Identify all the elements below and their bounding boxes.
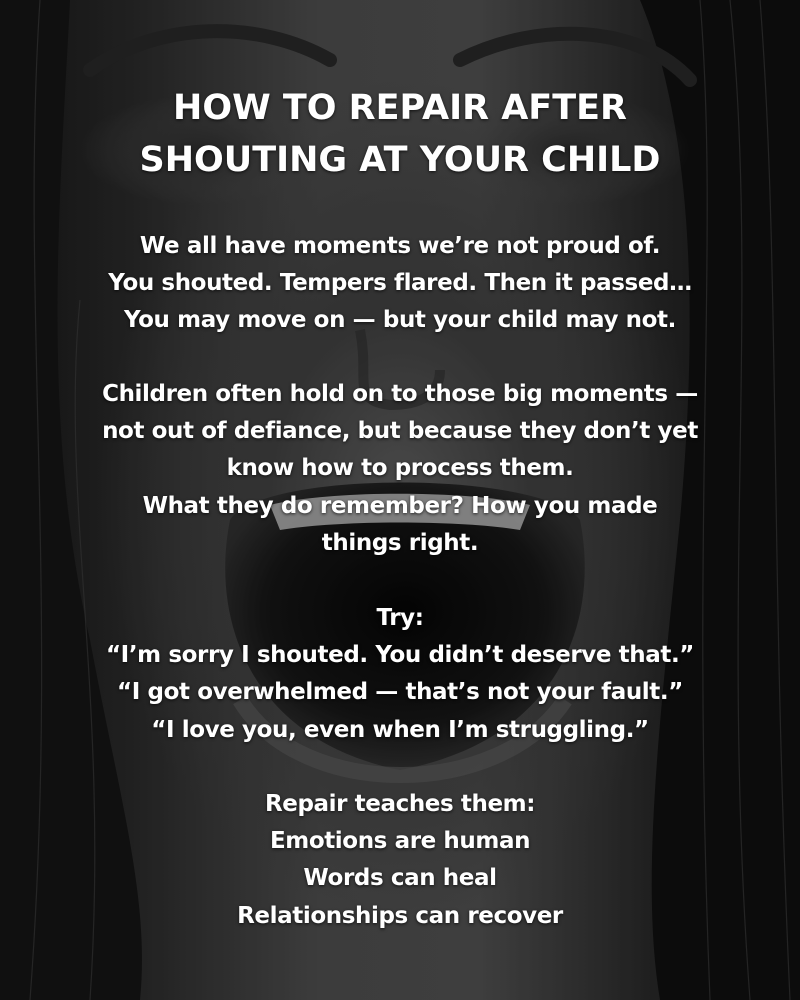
explanation-line: things right. bbox=[321, 529, 479, 556]
intro-line: You may move on — but your child may not. bbox=[124, 307, 676, 334]
explanation-paragraph bbox=[40, 376, 760, 562]
explanation-line: What they do remember? How you made bbox=[142, 492, 658, 519]
intro-paragraph bbox=[40, 228, 760, 340]
title-line: HOW TO REPAIR AFTER bbox=[173, 88, 627, 128]
repair-item: Emotions are human bbox=[269, 828, 531, 855]
repair-paragraph bbox=[40, 786, 760, 935]
try-heading: Try: bbox=[376, 605, 424, 631]
try-quote: “I got overwhelmed — that’s not your fault.” bbox=[117, 679, 683, 706]
try-quote: “I love you, even when I’m struggling.” bbox=[151, 716, 649, 743]
try-quote: “I’m sorry I shouted. You didn’t deserve that.” bbox=[105, 642, 695, 669]
explanation-line: not out of defiance, but because they don’t yet bbox=[102, 418, 698, 445]
repair-item: Words can heal bbox=[303, 865, 497, 892]
explanation-line: know how to process them. bbox=[226, 455, 574, 482]
title-line: SHOUTING AT YOUR CHILD bbox=[139, 140, 661, 180]
repair-item: Relationships can recover bbox=[237, 902, 563, 929]
repair-heading: Repair teaches them: bbox=[264, 791, 536, 817]
intro-line: We all have moments we’re not proud of. bbox=[139, 233, 661, 259]
intro-line: You shouted. Tempers flared. Then it passed… bbox=[108, 270, 692, 297]
poster-title bbox=[40, 82, 760, 186]
explanation-line: Children often hold on to those big moments — bbox=[102, 381, 698, 407]
try-paragraph bbox=[40, 600, 760, 749]
